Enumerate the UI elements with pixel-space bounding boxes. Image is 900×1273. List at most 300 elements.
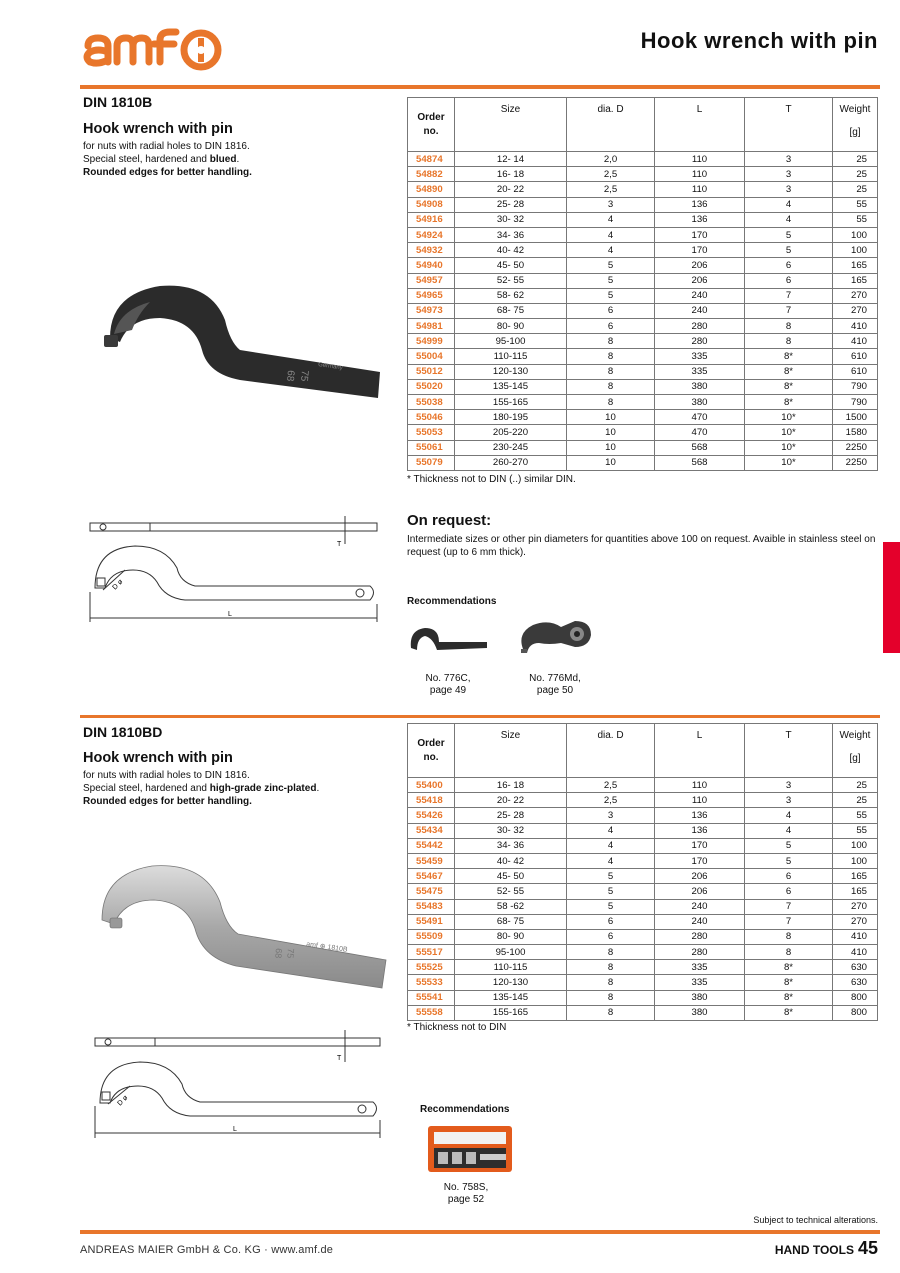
- order-no-header: Order no.: [408, 98, 455, 152]
- dia-cell: 8: [567, 379, 655, 394]
- amf-logo: [80, 24, 222, 74]
- weight-cell: 100: [833, 227, 878, 242]
- dia-cell: 2,0: [567, 152, 655, 167]
- l-cell: 206: [655, 273, 745, 288]
- table-row: [408, 778, 878, 793]
- table-row: [408, 410, 878, 425]
- dia-cell: 5: [567, 288, 655, 303]
- dia-cell: 4: [567, 227, 655, 242]
- order-no-cell: 54924: [408, 227, 455, 242]
- tool-case-758s-image: [424, 1122, 516, 1178]
- weight-cell: 25: [833, 778, 878, 793]
- size-cell: 180-195: [455, 410, 567, 425]
- order-no-cell: 55483: [408, 899, 455, 914]
- t-header: T: [745, 724, 833, 778]
- size-cell: 52- 55: [455, 273, 567, 288]
- t-cell: 4: [745, 212, 833, 227]
- l-cell: 110: [655, 793, 745, 808]
- size-header: Size: [455, 98, 567, 152]
- page-title: Hook wrench with pin: [640, 28, 878, 53]
- order-no-cell: 54957: [408, 273, 455, 288]
- order-no-cell: 55061: [408, 440, 455, 455]
- size-cell: 120-130: [455, 975, 567, 990]
- table-row: [408, 379, 878, 394]
- dia-cell: 4: [567, 212, 655, 227]
- weight-cell: 410: [833, 319, 878, 334]
- l-cell: 240: [655, 914, 745, 929]
- l-cell: 110: [655, 182, 745, 197]
- l-cell: 335: [655, 960, 745, 975]
- table-row: [408, 167, 878, 182]
- order-no-cell: 55509: [408, 929, 455, 944]
- section-divider: [80, 715, 880, 718]
- size-cell: 135-145: [455, 990, 567, 1005]
- dia-cell: 3: [567, 197, 655, 212]
- wrench-technical-drawing: [90, 1028, 390, 1143]
- svg-text:68: 68: [284, 369, 296, 382]
- table-row: [408, 914, 878, 929]
- size-cell: 68- 75: [455, 303, 567, 318]
- t-cell: 8: [745, 945, 833, 960]
- table-row: [408, 455, 878, 470]
- l-cell: 110: [655, 167, 745, 182]
- on-request-text: Intermediate sizes or other pin diameters for quantities above 100 on request. Avaible in stainless steel on request (up to 6 mm thick).: [407, 534, 876, 558]
- dia-cell: 8: [567, 1005, 655, 1020]
- t-cell: 6: [745, 258, 833, 273]
- size-cell: 135-145: [455, 379, 567, 394]
- t-cell: 3: [745, 167, 833, 182]
- weight-cell: 2250: [833, 440, 878, 455]
- size-cell: 16- 18: [455, 167, 567, 182]
- dia-cell: 4: [567, 243, 655, 258]
- size-cell: 40- 42: [455, 853, 567, 868]
- l-cell: 568: [655, 440, 745, 455]
- section2-heading: DIN 1810BD: [83, 724, 163, 740]
- t-header: T: [745, 98, 833, 152]
- dia-cell: 6: [567, 303, 655, 318]
- order-no-cell: 55533: [408, 975, 455, 990]
- size-cell: 95-100: [455, 334, 567, 349]
- size-cell: 45- 50: [455, 258, 567, 273]
- size-cell: 34- 36: [455, 838, 567, 853]
- order-no-cell: 54882: [408, 167, 455, 182]
- svg-text:68: 68: [273, 947, 284, 959]
- t-cell: 8: [745, 929, 833, 944]
- weight-cell: 630: [833, 960, 878, 975]
- dia-cell: 10: [567, 410, 655, 425]
- order-no-cell: 55558: [408, 1005, 455, 1020]
- order-no-cell: 55442: [408, 838, 455, 853]
- t-cell: 7: [745, 914, 833, 929]
- technical-alterations-note: Subject to technical alterations.: [753, 1215, 878, 1225]
- section2-description: for nuts with radial holes to DIN 1816. Special steel, hardened and high-grade zinc-plated. Rounded edges for better handling.: [83, 770, 320, 807]
- size-cell: 58- 62: [455, 288, 567, 303]
- recommendations-title: Recommendations: [407, 596, 497, 607]
- table-row: [408, 793, 878, 808]
- l-cell: 206: [655, 884, 745, 899]
- section-divider: [80, 85, 880, 89]
- size-cell: 40- 42: [455, 243, 567, 258]
- order-no-cell: 54940: [408, 258, 455, 273]
- hook-wrench-776c-image: [405, 622, 493, 662]
- company-info: ANDREAS MAIER GmbH & Co. KG · www.amf.de: [80, 1244, 334, 1256]
- weight-cell: 25: [833, 167, 878, 182]
- svg-text:D ø: D ø: [111, 578, 125, 592]
- order-no-cell: 54973: [408, 303, 455, 318]
- t-cell: 8*: [745, 1005, 833, 1020]
- weight-cell: 165: [833, 273, 878, 288]
- l-cell: 240: [655, 303, 745, 318]
- l-cell: 240: [655, 288, 745, 303]
- dia-cell: 6: [567, 319, 655, 334]
- table-row: [408, 975, 878, 990]
- t-cell: 6: [745, 884, 833, 899]
- table-row: [408, 823, 878, 838]
- order-no-cell: 55491: [408, 914, 455, 929]
- l-cell: 136: [655, 808, 745, 823]
- table-row: [408, 212, 878, 227]
- svg-text:75: 75: [285, 947, 296, 959]
- l-cell: 380: [655, 990, 745, 1005]
- l-cell: 110: [655, 152, 745, 167]
- table-row: [408, 334, 878, 349]
- size-cell: 20- 22: [455, 793, 567, 808]
- weight-cell: 630: [833, 975, 878, 990]
- l-cell: 170: [655, 227, 745, 242]
- l-header: L: [655, 98, 745, 152]
- dia-cell: 8: [567, 990, 655, 1005]
- table-row: [408, 182, 878, 197]
- order-no-cell: 55004: [408, 349, 455, 364]
- l-cell: 568: [655, 455, 745, 470]
- table-row: [408, 808, 878, 823]
- section1-title: Hook wrench with pin: [83, 121, 233, 137]
- table-row: [408, 273, 878, 288]
- size-cell: 155-165: [455, 395, 567, 410]
- dia-cell: 10: [567, 440, 655, 455]
- t-cell: 7: [745, 899, 833, 914]
- order-no-cell: 55434: [408, 823, 455, 838]
- weight-cell: 25: [833, 152, 878, 167]
- weight-cell: 25: [833, 182, 878, 197]
- svg-text:T: T: [337, 1055, 342, 1062]
- l-cell: 280: [655, 319, 745, 334]
- dia-cell: 10: [567, 425, 655, 440]
- section2-footnote: * Thickness not to DIN: [407, 1022, 507, 1033]
- weight-cell: 25: [833, 793, 878, 808]
- dia-cell: 4: [567, 853, 655, 868]
- l-cell: 380: [655, 395, 745, 410]
- table-row: [408, 853, 878, 868]
- dia-cell: 2,5: [567, 793, 655, 808]
- table-row: [408, 884, 878, 899]
- t-cell: 8*: [745, 960, 833, 975]
- l-cell: 470: [655, 425, 745, 440]
- weight-cell: 270: [833, 914, 878, 929]
- size-cell: 16- 18: [455, 778, 567, 793]
- t-cell: 8*: [745, 349, 833, 364]
- section2-spec-table: [407, 723, 878, 1021]
- table-row: [408, 990, 878, 1005]
- size-cell: 30- 32: [455, 212, 567, 227]
- l-cell: 280: [655, 945, 745, 960]
- l-cell: 170: [655, 243, 745, 258]
- wrench-technical-drawing: [85, 508, 385, 628]
- table-row: [408, 197, 878, 212]
- t-cell: 4: [745, 197, 833, 212]
- t-cell: 8: [745, 334, 833, 349]
- dia-cell: 4: [567, 838, 655, 853]
- weight-cell: 410: [833, 929, 878, 944]
- t-cell: 8*: [745, 395, 833, 410]
- section1-spec-table: [407, 97, 878, 471]
- svg-text:T: T: [337, 541, 342, 548]
- t-cell: 3: [745, 793, 833, 808]
- l-cell: 136: [655, 823, 745, 838]
- table-row: [408, 258, 878, 273]
- dia-cell: 8: [567, 364, 655, 379]
- t-cell: 3: [745, 182, 833, 197]
- on-request-title: On request:: [407, 512, 492, 529]
- page-footer: HAND TOOLS 45: [774, 1238, 878, 1258]
- t-cell: 7: [745, 288, 833, 303]
- table-row: [408, 319, 878, 334]
- dia-cell: 8: [567, 960, 655, 975]
- rec-776c-caption: No. 776C, page 49: [425, 673, 471, 696]
- t-cell: 5: [745, 838, 833, 853]
- l-cell: 240: [655, 899, 745, 914]
- l-cell: 110: [655, 778, 745, 793]
- weight-cell: 100: [833, 853, 878, 868]
- weight-cell: 800: [833, 990, 878, 1005]
- blued-hook-wrench-photo: [90, 280, 390, 410]
- dia-header: dia. D: [567, 98, 655, 152]
- weight-cell: 1580: [833, 425, 878, 440]
- t-cell: 3: [745, 778, 833, 793]
- table-row: [408, 288, 878, 303]
- rec-758s-caption: No. 758S, page 52: [443, 1182, 489, 1205]
- size-cell: 260-270: [455, 455, 567, 470]
- section1-heading: DIN 1810B: [83, 94, 153, 110]
- t-cell: 10*: [745, 455, 833, 470]
- table-row: [408, 1005, 878, 1020]
- order-no-cell: 54981: [408, 319, 455, 334]
- t-cell: 4: [745, 808, 833, 823]
- order-no-cell: 55525: [408, 960, 455, 975]
- l-cell: 170: [655, 853, 745, 868]
- order-no-cell: 55418: [408, 793, 455, 808]
- l-cell: 470: [655, 410, 745, 425]
- size-cell: 12- 14: [455, 152, 567, 167]
- weight-cell: 800: [833, 1005, 878, 1020]
- order-no-cell: 55459: [408, 853, 455, 868]
- weight-cell: 790: [833, 379, 878, 394]
- order-no-cell: 55079: [408, 455, 455, 470]
- size-cell: 25- 28: [455, 808, 567, 823]
- size-cell: 120-130: [455, 364, 567, 379]
- size-cell: 30- 32: [455, 823, 567, 838]
- order-no-cell: 55475: [408, 884, 455, 899]
- weight-cell: 165: [833, 869, 878, 884]
- t-cell: 3: [745, 152, 833, 167]
- t-cell: 10*: [745, 440, 833, 455]
- l-header: L: [655, 724, 745, 778]
- t-cell: 8*: [745, 364, 833, 379]
- dia-cell: 2,5: [567, 778, 655, 793]
- size-header: Size: [455, 724, 567, 778]
- t-cell: 6: [745, 869, 833, 884]
- table-row: [408, 243, 878, 258]
- table-row: [408, 364, 878, 379]
- section2-title: Hook wrench with pin: [83, 750, 233, 766]
- size-cell: 95-100: [455, 945, 567, 960]
- table-row: [408, 303, 878, 318]
- weight-cell: 610: [833, 349, 878, 364]
- hook-wrench-776md-image: [515, 615, 595, 660]
- l-cell: 206: [655, 869, 745, 884]
- table-row: [408, 440, 878, 455]
- svg-text:D ø: D ø: [116, 1094, 130, 1108]
- dia-cell: 8: [567, 334, 655, 349]
- l-cell: 170: [655, 838, 745, 853]
- t-cell: 4: [745, 823, 833, 838]
- size-cell: 80- 90: [455, 929, 567, 944]
- size-cell: 110-115: [455, 960, 567, 975]
- l-cell: 280: [655, 929, 745, 944]
- size-cell: 110-115: [455, 349, 567, 364]
- table-row: [408, 899, 878, 914]
- table-row: [408, 960, 878, 975]
- weight-cell: 165: [833, 258, 878, 273]
- t-cell: 5: [745, 243, 833, 258]
- l-cell: 380: [655, 379, 745, 394]
- dia-cell: 5: [567, 258, 655, 273]
- size-cell: 155-165: [455, 1005, 567, 1020]
- order-no-cell: 55541: [408, 990, 455, 1005]
- dia-cell: 8: [567, 975, 655, 990]
- chapter-tab: [883, 542, 900, 653]
- l-cell: 335: [655, 364, 745, 379]
- order-no-cell: 54874: [408, 152, 455, 167]
- svg-text:amf ⊕ 1810B: amf ⊕ 1810B: [305, 941, 348, 954]
- size-cell: 34- 36: [455, 227, 567, 242]
- weight-cell: 1500: [833, 410, 878, 425]
- size-cell: 45- 50: [455, 869, 567, 884]
- weight-cell: 100: [833, 838, 878, 853]
- table-row: [408, 838, 878, 853]
- size-cell: 205-220: [455, 425, 567, 440]
- weight-cell: 55: [833, 823, 878, 838]
- recommendations-title: Recommendations: [420, 1104, 510, 1115]
- order-no-cell: 55020: [408, 379, 455, 394]
- table-row: [408, 945, 878, 960]
- table-row: [408, 152, 878, 167]
- weight-cell: 270: [833, 303, 878, 318]
- table-row: [408, 395, 878, 410]
- table-row: [408, 349, 878, 364]
- t-cell: 8*: [745, 975, 833, 990]
- t-cell: 5: [745, 853, 833, 868]
- dia-cell: 3: [567, 808, 655, 823]
- dia-cell: 6: [567, 929, 655, 944]
- table-row: [408, 929, 878, 944]
- t-cell: 8*: [745, 990, 833, 1005]
- t-cell: 8: [745, 319, 833, 334]
- weight-header: Weight [g]: [833, 98, 878, 152]
- size-cell: 58 -62: [455, 899, 567, 914]
- t-cell: 5: [745, 227, 833, 242]
- weight-cell: 55: [833, 212, 878, 227]
- order-no-cell: 55012: [408, 364, 455, 379]
- dia-cell: 10: [567, 455, 655, 470]
- order-no-cell: 55467: [408, 869, 455, 884]
- rec-776md-caption: No. 776Md, page 50: [529, 673, 581, 696]
- footer-divider: [80, 1230, 880, 1234]
- l-cell: 280: [655, 334, 745, 349]
- weight-cell: 270: [833, 899, 878, 914]
- dia-cell: 2,5: [567, 167, 655, 182]
- size-cell: 230-245: [455, 440, 567, 455]
- svg-text:L: L: [228, 611, 232, 618]
- dia-cell: 4: [567, 823, 655, 838]
- order-no-cell: 54999: [408, 334, 455, 349]
- weight-cell: 410: [833, 334, 878, 349]
- l-cell: 335: [655, 349, 745, 364]
- order-no-cell: 54908: [408, 197, 455, 212]
- svg-text:L: L: [233, 1126, 237, 1133]
- weight-cell: 165: [833, 884, 878, 899]
- order-no-cell: 55426: [408, 808, 455, 823]
- table-row: [408, 425, 878, 440]
- size-cell: 25- 28: [455, 197, 567, 212]
- order-no-cell: 55038: [408, 395, 455, 410]
- table-row: [408, 227, 878, 242]
- dia-cell: 6: [567, 914, 655, 929]
- dia-cell: 8: [567, 395, 655, 410]
- l-cell: 335: [655, 975, 745, 990]
- order-no-cell: 55053: [408, 425, 455, 440]
- svg-text:Germany: Germany: [317, 362, 344, 372]
- t-cell: 8*: [745, 379, 833, 394]
- order-no-cell: 54890: [408, 182, 455, 197]
- weight-cell: 270: [833, 288, 878, 303]
- order-no-cell: 54932: [408, 243, 455, 258]
- size-cell: 68- 75: [455, 914, 567, 929]
- t-cell: 10*: [745, 410, 833, 425]
- dia-cell: 2,5: [567, 182, 655, 197]
- weight-cell: 55: [833, 808, 878, 823]
- weight-cell: 2250: [833, 455, 878, 470]
- order-no-cell: 55400: [408, 778, 455, 793]
- weight-cell: 790: [833, 395, 878, 410]
- section1-description: for nuts with radial holes to DIN 1816. Special steel, hardened and blued. Rounded edges for better handling.: [83, 141, 252, 178]
- section1-footnote: * Thickness not to DIN (..) similar DIN.: [407, 474, 576, 485]
- t-cell: 6: [745, 273, 833, 288]
- dia-cell: 8: [567, 945, 655, 960]
- size-cell: 80- 90: [455, 319, 567, 334]
- order-no-header: Order no.: [408, 724, 455, 778]
- order-no-cell: 54916: [408, 212, 455, 227]
- dia-cell: 5: [567, 884, 655, 899]
- order-no-cell: 54965: [408, 288, 455, 303]
- table-row: [408, 869, 878, 884]
- l-cell: 206: [655, 258, 745, 273]
- l-cell: 136: [655, 212, 745, 227]
- dia-cell: 5: [567, 273, 655, 288]
- size-cell: 20- 22: [455, 182, 567, 197]
- l-cell: 380: [655, 1005, 745, 1020]
- weight-cell: 610: [833, 364, 878, 379]
